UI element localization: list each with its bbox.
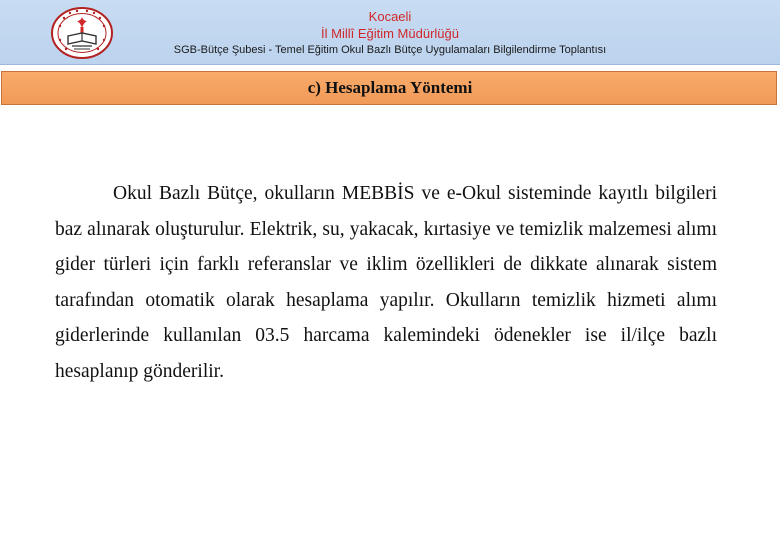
header-city: Kocaeli	[368, 9, 412, 24]
header-meeting-title: SGB-Bütçe Şubesi - Temel Eğitim Okul Bazlı Bütçe Uygulamaları Bilgilendirme Toplantısı	[173, 44, 607, 56]
header-bar	[0, 0, 780, 65]
section-title: c) Hesaplama Yöntemi	[307, 78, 473, 97]
body-paragraph: Okul Bazlı Bütçe, okulların MEBBİS ve e-Okul sisteminde kayıtlı bilgileri baz alınarak oluşturulur. Elektrik, su, yakacak, kırtasiye ve temizlik malzemesi alımı gider türleri için farklı referanslar ve iklim özellikleri de dikkate alınarak sistem tarafından otomatik olarak hesaplama yapılır. Okulların temizlik hizmeti alımı giderlerinde kullanılan 03.5 harcama kalemindeki ödenekler ise il/ilçe bazlı hesaplanıp gönderilir.	[55, 183, 717, 382]
header-directorate: İl Millî Eğitim Müdürlüğü	[321, 26, 459, 41]
